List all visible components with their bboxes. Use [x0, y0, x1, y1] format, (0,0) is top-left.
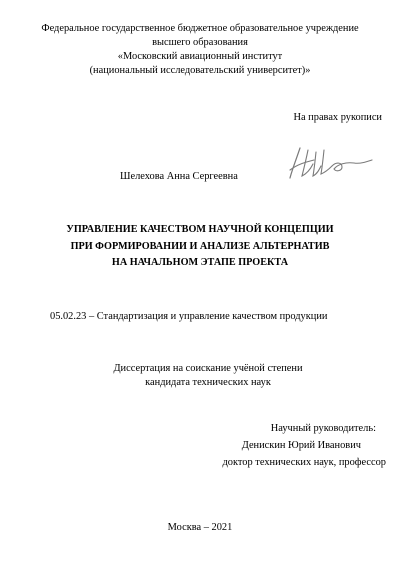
specialty-code: 05.02.23 – Стандартизация и управление качеством продукции [50, 311, 328, 322]
manuscript-note: На правах рукописи [293, 112, 382, 123]
title-line: НА НАЧАЛЬНОМ ЭТАПЕ ПРОЕКТА [111, 257, 289, 268]
supervisor-role: Научный руководитель: [270, 423, 376, 434]
institution-header [0, 22, 400, 78]
title-line: УПРАВЛЕНИЕ КАЧЕСТВОМ НАУЧНОЙ КОНЦЕПЦИИ [66, 224, 334, 235]
institution-line: (национальный исследовательский университет)» [89, 65, 311, 76]
degree-statement [108, 362, 308, 390]
handwritten-signature [286, 140, 378, 184]
degree-line: кандидата технических наук [145, 377, 271, 388]
degree-line: Диссертация на соискание учёной степени [113, 363, 303, 374]
city-year: Москва – 2021 [167, 522, 233, 533]
author-name: Шелехова Анна Сергеевна [120, 171, 238, 182]
supervisor-name: Денискин Юрий Иванович [241, 440, 361, 451]
title-line: ПРИ ФОРМИРОВАНИИ И АНАЛИЗЕ АЛЬТЕРНАТИВ [70, 240, 330, 252]
institution-line: высшего образования [152, 37, 248, 48]
institution-line: «Московский авиационный институт [117, 51, 283, 62]
supervisor-degree: доктор технических наук, профессор [222, 457, 386, 468]
dissertation-title [0, 222, 400, 272]
supervisor-block [223, 420, 386, 471]
institution-line: Федеральное государственное бюджетное образовательное учреждение [41, 23, 359, 34]
